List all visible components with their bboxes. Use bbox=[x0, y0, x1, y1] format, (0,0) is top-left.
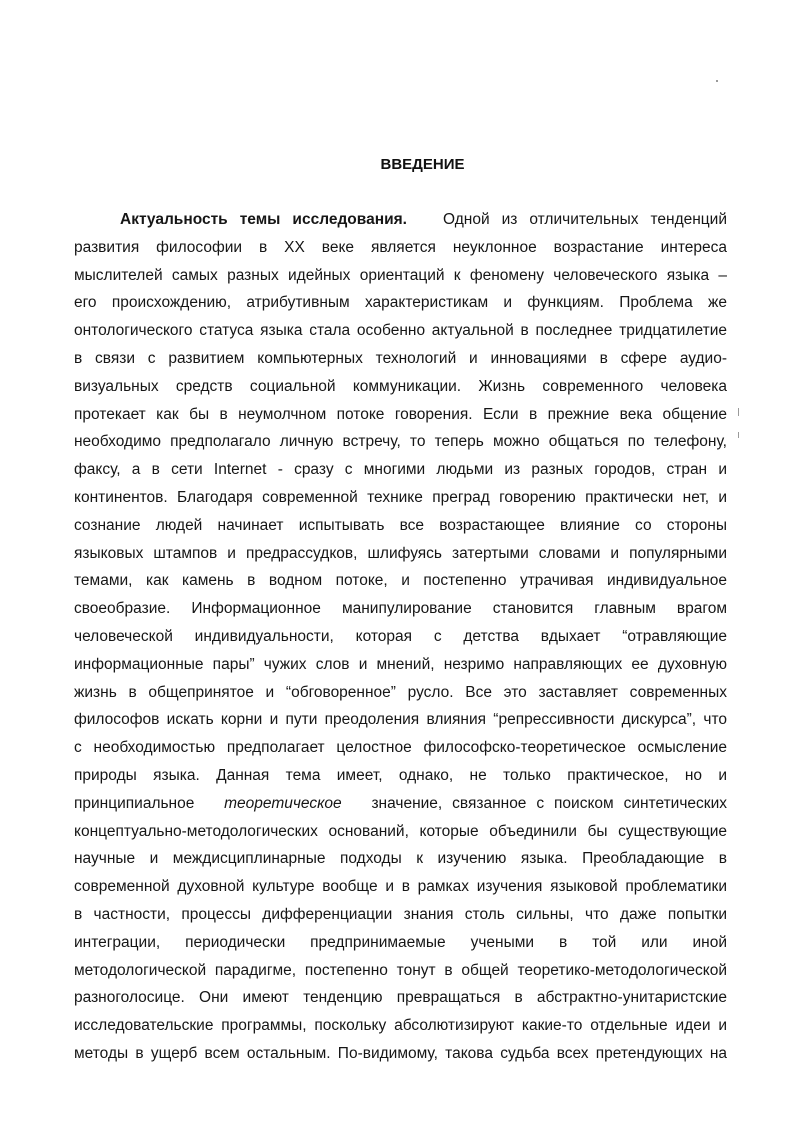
paragraph-line: языковых штампов и предрассудков, шлифуясь затертыми словами и популярными bbox=[74, 544, 727, 562]
paragraph-line: в частности, процессы дифференциации знания столь сильны, что даже попытки bbox=[74, 906, 727, 923]
paragraph-line: современной духовной культуре вообще и в рамках изучения языковой проблематики bbox=[74, 878, 727, 896]
line-text bbox=[419, 211, 431, 228]
scan-speck bbox=[738, 432, 739, 438]
paragraph-line: его происхождению, атрибутивным характеристикам и функциям. Проблема же bbox=[74, 294, 727, 312]
paragraph-line: информационные пары” чужих слов и мнений, незримо направляющих ее духовную bbox=[74, 655, 727, 673]
paragraph-line bbox=[74, 794, 727, 814]
paragraph-line: научные и междисциплинарные подходы к изучению языка. Преобладающие в bbox=[74, 850, 727, 868]
paragraph-line: исследовательские программы, поскольку абсолютизируют какие-то отдельные идеи и bbox=[74, 1017, 727, 1035]
paragraph-line: методологической парадигме, постепенно тонут в общей теоретико-методологической bbox=[74, 961, 727, 979]
paragraph-line: природы языка. Данная тема имеет, однако, не только практическое, но и bbox=[74, 767, 727, 784]
paragraph-line: жизнь в общепринятое и “обговоренное” русло. Все это заставляет современных bbox=[74, 683, 727, 701]
page-heading: ВВЕДЕНИЕ bbox=[380, 156, 465, 173]
paragraph-line: методы в ущерб всем остальным. По-видимому, такова судьба всех претендующих на bbox=[74, 1045, 727, 1062]
paragraph-line bbox=[120, 210, 727, 230]
paragraph-line: мыслителей самых разных идейных ориентаций к феномену человеческого языка – bbox=[74, 266, 727, 284]
paragraph-line: факсу, а в сети Internet - сразу с многими людьми из разных городов, стран и bbox=[74, 461, 727, 479]
line-text bbox=[204, 795, 214, 812]
paragraph-line: с необходимостью предполагает целостное философско-теоретическое осмысление bbox=[74, 739, 727, 757]
paragraph-line: интеграции, периодически предпринимаемые учеными в той или иной bbox=[74, 933, 727, 951]
paragraph-line: разноголосице. Они имеют тенденцию превращаться в абстрактно-унитаристские bbox=[74, 989, 727, 1007]
relevance-lead: Актуальность темы исследования. bbox=[120, 211, 407, 228]
line-text: значение, связанное с поиском синтетических bbox=[371, 794, 727, 812]
paragraph-line: сознание людей начинает испытывать все возрастающее влияние со стороны bbox=[74, 516, 727, 534]
line-text: принципиальное bbox=[74, 794, 195, 812]
paragraph-line: концептуально-методологических оснований, которые объединили бы существующие bbox=[74, 822, 727, 840]
paragraph-line: необходимо предполагало личную встречу, то теперь можно общаться по телефону, bbox=[74, 433, 727, 451]
line-text: Одной из отличительных тенденций bbox=[443, 211, 727, 228]
paragraph-line: в связи с развитием компьютерных технологий и инновациями в сфере аудио- bbox=[74, 350, 727, 367]
paragraph-line: темами, как камень в водном потоке, и постепенно утрачивая индивидуальное bbox=[74, 572, 727, 590]
paragraph-line: человеческой индивидуальности, которая с детства вдыхает “отравляющие bbox=[74, 628, 727, 645]
paragraph-line: визуальных средств социальной коммуникации. Жизнь современного человека bbox=[74, 377, 727, 395]
scan-speck bbox=[716, 80, 718, 82]
paragraph-line: своеобразие. Информационное манипулирование становится главным врагом bbox=[74, 600, 727, 618]
scan-speck bbox=[738, 408, 739, 416]
paragraph-line: протекает как бы в неумолчном потоке говорения. Если в прежние века общение bbox=[74, 405, 727, 423]
paragraph-line: онтологического статуса языка стала особенно актуальной в последнее тридцатилетие bbox=[74, 322, 727, 340]
paragraph-line: философов искать корни и пути преодоления влияния “репрессивности дискурса”, что bbox=[74, 711, 727, 729]
paragraph-line: развития философии в ХХ веке является неуклонное возрастание интереса bbox=[74, 238, 727, 256]
paragraph-line: континентов. Благодаря современной технике преград говорению практически нет, и bbox=[74, 489, 727, 506]
emphasis-theoretical: теоретическое bbox=[224, 794, 342, 812]
line-text bbox=[352, 795, 362, 812]
